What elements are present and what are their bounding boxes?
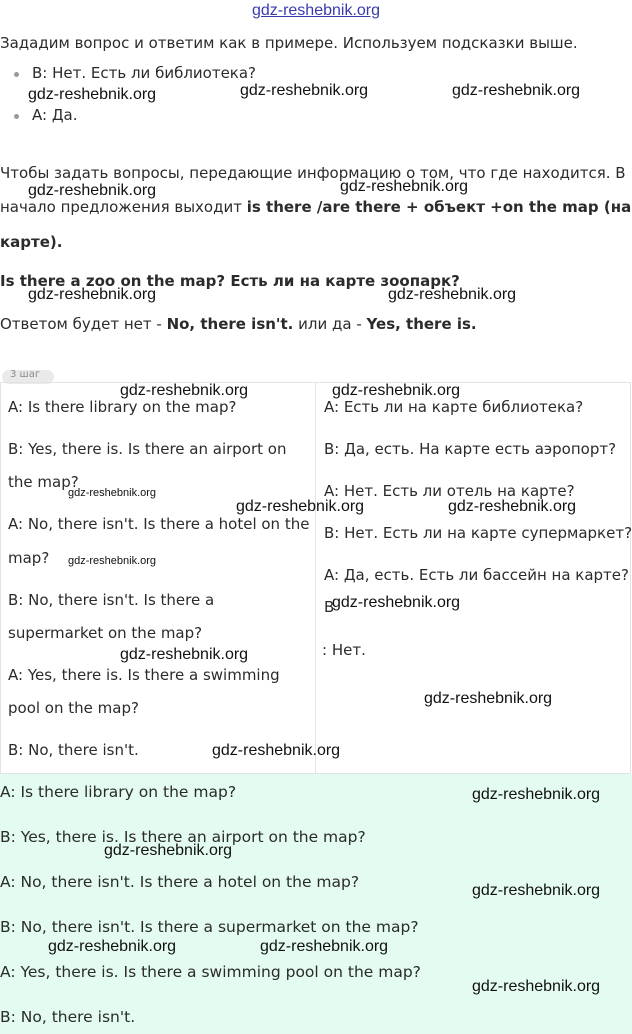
watermark: gdz-reshebnik.org [472, 882, 601, 899]
rule-line-2 [0, 198, 631, 216]
watermark: gdz-reshebnik.org [212, 742, 341, 759]
watermark: gdz-reshebnik.org [260, 938, 389, 955]
bullet-dot [14, 72, 19, 77]
table-cell-en: A: No, there isn't. Is there a hotel on the [8, 515, 310, 533]
answer-prefix: Ответом будет нет - [0, 315, 167, 333]
watermark: gdz-reshebnik.org [120, 382, 249, 399]
watermark: gdz-reshebnik.org [48, 938, 177, 955]
bullet-item: B: Нет. Есть ли библиотека? [32, 64, 257, 82]
table-cell-ru: B [324, 598, 335, 616]
watermark: gdz-reshebnik.org [424, 690, 553, 707]
answer-line: B: No, there isn't. [0, 1008, 136, 1026]
table-cell-ru: A: Есть ли на карте библиотека? [324, 398, 584, 416]
answer-line: B: No, there isn't. Is there a supermarket on the map? [0, 918, 419, 936]
watermark: gdz-reshebnik.org [388, 286, 517, 303]
table-cell-en: A: Yes, there is. Is there a swimming [8, 666, 280, 684]
bullet-item: A: Да. [32, 106, 78, 124]
watermark: gdz-reshebnik.org [332, 382, 461, 399]
table-cell-en: B: No, there isn't. Is there a [8, 591, 215, 609]
watermark: gdz-reshebnik.org [472, 786, 601, 803]
intro-text: Зададим вопрос и ответим как в примере. Используем подсказки выше. [0, 34, 578, 52]
watermark: gdz-reshebnik.org [28, 182, 157, 199]
table-cell-ru: : Нет. [322, 641, 366, 659]
answer-mid: или да - [293, 315, 367, 333]
watermark: gdz-reshebnik.org [236, 498, 365, 515]
watermark: gdz-reshebnik.org [240, 82, 369, 99]
table-cell-en: pool on the map? [8, 699, 139, 717]
example-answer [0, 315, 477, 333]
table-cell-en: B: No, there isn't. [8, 741, 139, 759]
watermark: gdz-reshebnik.org [28, 286, 157, 303]
answer-yes: Yes, there is. [366, 315, 477, 333]
table-cell-en: B: Yes, there is. Is there an airport on [8, 440, 287, 458]
rule-line-3: карте). [0, 233, 63, 251]
watermark: gdz-reshebnik.org [68, 555, 157, 567]
example-question: Is there a zoo on the map? Есть ли на карте зоопарк? [0, 272, 460, 290]
table-cell-en: A: Is there library on the map? [8, 398, 237, 416]
watermark: gdz-reshebnik.org [332, 594, 461, 611]
rule-prefix: начало предложения выходит [0, 198, 247, 216]
watermark: gdz-reshebnik.org [340, 178, 469, 195]
answer-no: No, there isn't. [166, 315, 294, 333]
watermark: gdz-reshebnik.org [472, 978, 601, 995]
answer-line: B: Yes, there is. Is there an airport on the map? [0, 828, 366, 846]
table-cell-en: map? [8, 549, 50, 567]
table-cell-ru: B: Да, есть. На карте есть аэропорт? [324, 440, 617, 458]
rule-formula: is there /are there + объект +on the map (на [246, 198, 632, 216]
watermark: gdz-reshebnik.org [452, 82, 581, 99]
watermark: gdz-reshebnik.org [28, 86, 157, 103]
rule-line-1: Чтобы задать вопросы, передающие информацию о том, что где находится. В [0, 164, 626, 182]
watermark: gdz-reshebnik.org [104, 842, 233, 859]
bullet-dot [14, 114, 19, 119]
watermark: gdz-reshebnik.org [448, 498, 577, 515]
watermark: gdz-reshebnik.org [68, 487, 157, 499]
table-cell-en: supermarket on the map? [8, 624, 203, 642]
table-divider [315, 383, 316, 773]
table-cell-ru: A: Да, есть. Есть ли бассейн на карте? [324, 566, 629, 584]
step-badge-label: 3 шаг [10, 369, 41, 380]
table-cell-ru: A: Нет. Есть ли отель на карте? [324, 482, 575, 500]
answer-line: A: Is there library on the map? [0, 783, 237, 801]
table-cell-ru: B: Нет. Есть ли на карте супермаркет? [324, 524, 632, 542]
table-cell-en: the map? [8, 473, 79, 491]
watermark: gdz-reshebnik.org [120, 646, 249, 663]
answer-line: A: Yes, there is. Is there a swimming pool on the map? [0, 963, 421, 981]
answer-line: A: No, there isn't. Is there a hotel on the map? [0, 873, 360, 891]
site-header-link[interactable]: gdz-reshebnik.org [251, 2, 381, 19]
